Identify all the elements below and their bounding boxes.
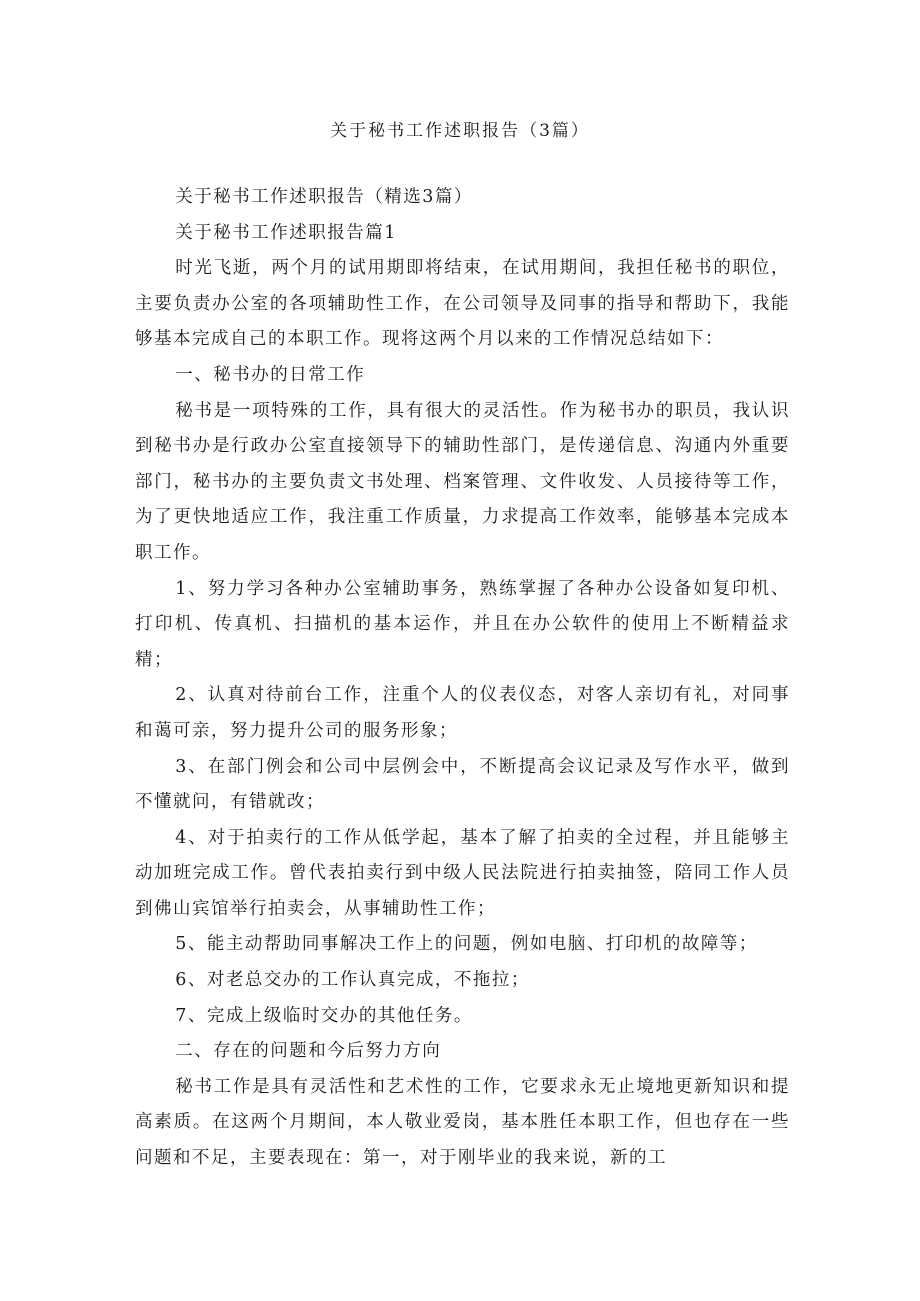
document-body: [135, 180, 790, 1177]
list-item: 4、对于拍卖行的工作从低学起，基本了解了拍卖的全过程，并且能够主动加班完成工作。曾代表拍卖行到中级人民法院进行拍卖抽签，陪同工作人员到佛山宾馆举行拍卖会，从事辅助性工作；: [135, 827, 790, 919]
paragraph: 秘书工作是具有灵活性和艺术性的工作，它要求永无止境地更新知识和提高素质。在这两个月期间，本人敬业爱岗，基本胜任本职工作，但也存在一些问题和不足，主要表现在：第一，对于刚毕业的我来说，新的工: [135, 1076, 790, 1169]
document-title: 关于秘书工作述职报告（3篇）: [330, 121, 590, 141]
list-item: 6、对老总交办的工作认真完成，不拖拉；: [175, 970, 530, 991]
list-item: 3、在部门例会和公司中层例会中，不断提高会议记录及写作水平，做到不懂就问，有错就改；: [135, 756, 790, 813]
paragraph: 时光飞逝，两个月的试用期即将结束，在试用期间，我担任秘书的职位，主要负责办公室的各项辅助性工作，在公司领导及同事的指导和帮助下，我能够基本完成自己的本职工作。现将这两个月以来的工作情况总结如下：: [135, 258, 790, 350]
paragraph-heading: 一、秘书办的日常工作: [175, 364, 366, 385]
paragraph: 秘书是一项特殊的工作，具有很大的灵活性。作为秘书办的职员，我认识到秘书办是行政办公室直接领导下的辅助性部门，是传递信息、沟通内外重要部门，秘书办的主要负责文书处理、档案管理、文件收发、人员接待等工作，为了更快地适应工作，我注重工作质量，力求提高工作效率，能够基本完成本职工作。: [135, 400, 790, 563]
list-item: 2、认真对待前台工作，注重个人的仪表仪态，对客人亲切有礼，对同事和蔼可亲，努力提升公司的服务形象；: [135, 685, 790, 741]
list-item: 1、努力学习各种办公室辅助事务，熟练掌握了各种办公设备如复印机、打印机、传真机、扫描机的基本运作，并且在办公软件的使用上不断精益求精；: [135, 578, 790, 670]
paragraph-section-heading: 关于秘书工作述职报告篇1: [175, 222, 397, 243]
paragraph-subtitle: 关于秘书工作述职报告（精选3篇）: [175, 187, 473, 207]
list-item: 7、完成上级临时交办的其他任务。: [175, 1005, 473, 1026]
list-item: 5、能主动帮助同事解决工作上的问题，例如电脑、打印机的故障等；: [175, 934, 758, 955]
paragraph-heading: 二、存在的问题和今后努力方向: [175, 1041, 442, 1062]
